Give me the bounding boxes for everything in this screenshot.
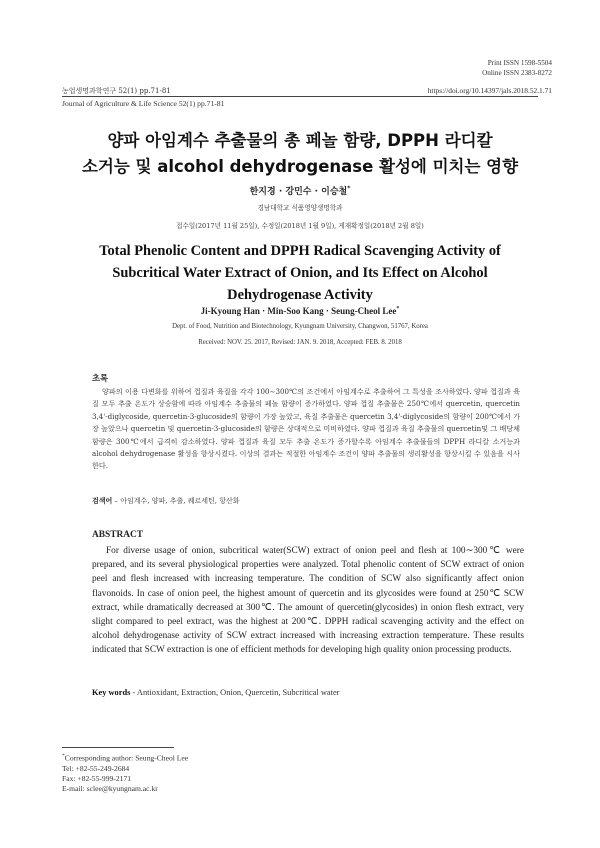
- title-en-line1: Total Phenolic Content and DPPH Radical Scavenging Activity of: [99, 243, 501, 259]
- online-issn: Online ISSN 2383-8272: [482, 69, 552, 77]
- journal-en: Journal of Agriculture & Life Science 52(1) pp.71-81: [62, 99, 225, 108]
- authors-ko-names: 한지경 · 강민수 · 이승철: [249, 187, 348, 197]
- footnote-tel: Tel: +82-55-249-2684: [62, 763, 130, 773]
- abstract-ko-heading: 초록: [92, 373, 109, 383]
- title-en: [40, 240, 560, 306]
- keywords-ko-list: – 아임계수, 양파, 추출, 퀘르세틴, 항산화: [112, 497, 240, 505]
- footnote-email[interactable]: E-mail: sclee@kyungnam.ac.kr: [62, 784, 158, 794]
- footnote-corresponding: *Corresponding author: Seung-Cheol Lee: [62, 753, 189, 763]
- authors-en-mark: *: [396, 306, 400, 312]
- keywords-en-label: Key words: [92, 688, 131, 697]
- dates-en: Received: NOV. 25. 2017, Revised: JAN. 9. 2018, Accepted: FEB. 8. 2018: [198, 339, 402, 346]
- footnote-fax: Fax: +82-55-999-2171: [62, 773, 132, 783]
- header-rule: [62, 96, 538, 97]
- journal-ko: 농업생명과학연구 52(1) pp.71-81: [62, 87, 171, 95]
- abstract-ko-text: 양파의 이용 다변화를 위하여 껍질과 육질을 각각 100∼300℃의 조건에서 아임계수로 추출하여 그 특성을 조사하였다. 양파 껍질과 육질 모두 추출 온도가 상승함에 따라 아임계수 추출물의 페놀 함량이 증가하였다. 양파 껍질 추출물은 250℃에서 quercetin, quercetin 3,4'-diglycoside, quercetin-3-glucoside의 함량이 가장 높았고, 육질 추출물은 quercetin 3,4'-diglycoside의 함량이 200℃에서 가장 높았으나 quercetin 및 quercetin-3-glucoside의 함량은 상대적으로 미비하였다. 양파 껍질과 육질 추출물의 quercetin및 그 배당체 함량은 300℃에서 급격히 감소하였다. 양파 껍질과 육질 모두 추출 온도가 증가할수록 아임계수 추출물들의 DPPH 라디칼 소거능과 alcohol dehydrogenase 활성을 향상시켰다. 이상의 결과는 적절한 아임계수 조건이 양파 추출물의 생리활성을 향상시킬 수 있음을 시사한다.: [92, 387, 520, 471]
- keywords-en: [92, 688, 339, 697]
- title-ko-line1: 양파 아임계수 추출물의 총 페놀 함량, DPPH 라디칼: [107, 131, 493, 150]
- abstract-en-heading: ABSTRACT: [92, 530, 144, 540]
- keywords-ko-label: 검색어: [92, 497, 113, 505]
- affiliation-en: Dept. of Food, Nutrition and Biotechnology, Kyungnam University, Changwon, 51767, Korea: [172, 323, 428, 330]
- title-en-line3: Dehydrogenase Activity: [227, 287, 373, 303]
- title-ko-line2: 소거능 및 alcohol dehydrogenase 활성에 미치는 영향: [81, 157, 519, 176]
- authors-en: [40, 306, 560, 316]
- dates-ko: 접수일(2017년 11월 25일), 수정일(2018년 1월 9일), 게재확정일(2018년 2월 8일): [176, 222, 424, 230]
- keywords-ko: [92, 496, 239, 506]
- footnote-rule: [62, 747, 174, 748]
- keywords-en-list: - Antioxidant, Extraction, Onion, Quercetin, Subcritical water: [130, 688, 340, 697]
- issn-block: [482, 58, 552, 78]
- abstract-en-text: For diverse usage of onion, subcritical water(SCW) extract of onion peel and flesh at 100∼300℃ were prepared, and its several physiological properties were analyzed. Total phenolic content of SCW extract of onion peel and flesh increased with increasing temperature. The condition of SCW also significantly affect onion flavonoids. In case of onion peel, the highest amount of quercetin and its glycosides were found at 250℃ SCW extract, while dramatically decreased at 300℃. The amount of quercetin(glycosides) in onion flesh extract, very slight compared to peel extract, was the highest at 200℃. DPPH radical scavenging activity and the effect on alcohol dehydrogenase activity of SCW extract increased with increasing extraction temperature. These results indicated that SCW extraction is one of efficient methods for developing high quality onion processing products.: [92, 546, 524, 656]
- authors-en-names: Ji-Kyoung Han · Min-Soo Kang · Seung-Cheol Lee: [200, 306, 397, 316]
- authors-ko: [40, 184, 560, 197]
- doi-link[interactable]: https://doi.org/10.14397/jals.2018.52.1.71: [427, 86, 552, 95]
- affiliation-ko: 경남대학교 식품영양생명학과: [257, 204, 343, 212]
- footnote: [62, 751, 188, 794]
- footnote-mark: *: [62, 753, 65, 759]
- authors-ko-mark: *: [347, 185, 351, 192]
- print-issn: Print ISSN 1598-5504: [487, 59, 552, 67]
- title-ko: [40, 128, 560, 180]
- title-en-line2: Subcritical Water Extract of Onion, and Its Effect on Alcohol: [112, 265, 488, 281]
